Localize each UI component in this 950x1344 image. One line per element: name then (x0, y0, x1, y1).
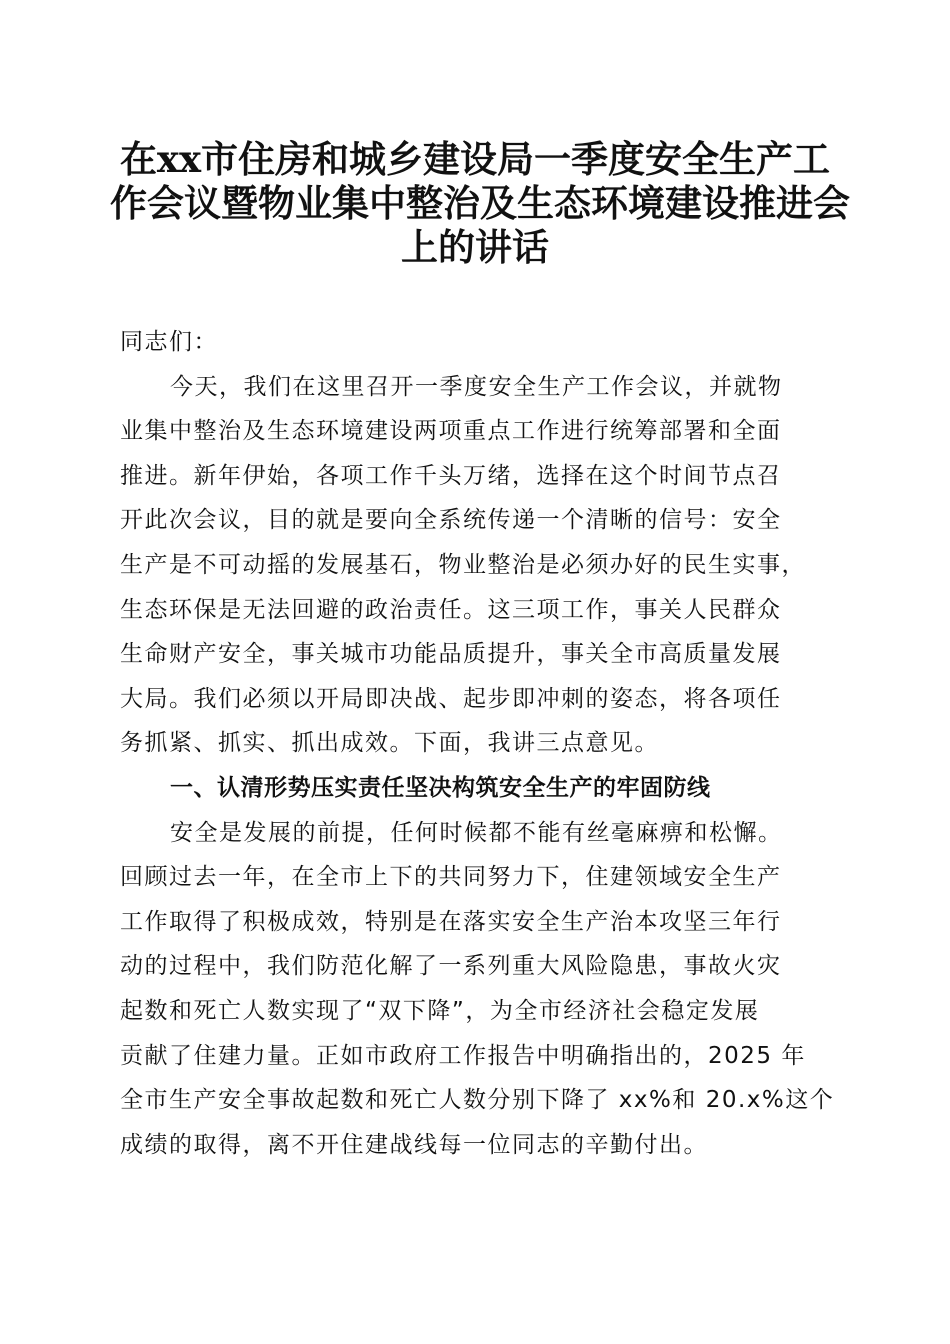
paragraph-line: 成绩的取得，离不开住建战线每一位同志的辛勤付出。 (120, 1131, 708, 1158)
paragraph-line: 生命财产安全，事关城市功能品质提升，事关全市高质量发展 (120, 641, 782, 668)
paragraph-line: 推进。新年伊始，各项工作千头万绪，选择在这个时间节点召 (120, 462, 782, 489)
paragraph-line: 工作取得了积极成效，特别是在落实安全生产治本攻坚三年行 (120, 908, 782, 935)
paragraph-line: 务抓紧、抓实、抓出成效。下面，我讲三点意见。 (120, 730, 659, 757)
paragraph-line: 大局。我们必须以开局即决战、起步即冲刺的姿态，将各项任 (120, 685, 782, 712)
document-title (110, 137, 850, 269)
paragraph-line: 起数和死亡人数实现了“双下降”，为全市经济社会稳定发展 (120, 997, 760, 1024)
paragraph-line: 业集中整治及生态环境建设两项重点工作进行统筹部署和全面 (120, 418, 782, 445)
title-line: 在xx市住房和城乡建设局一季度安全生产工 (119, 137, 831, 181)
paragraph-line: 全市生产安全事故起数和死亡人数分别下降了 xx%和 20.x%这个 (120, 1087, 835, 1114)
paragraph-line: 开此次会议，目的就是要向全系统传递一个清晰的信号：安全 (120, 507, 782, 534)
paragraph-intro (120, 365, 830, 766)
paragraph-line: 今天，我们在这里召开一季度安全生产工作会议，并就物 (170, 373, 783, 400)
title-line: 作会议暨物业集中整治及生态环境建设推进会 (110, 181, 850, 225)
paragraph-line: 生态环保是无法回避的政治责任。这三项工作，事关人民群众 (120, 596, 782, 623)
paragraph-line: 安全是发展的前提，任何时候都不能有丝毫麻痹和松懈。 (170, 819, 783, 846)
paragraph-line: 生产是不可动摇的发展基石，物业整治是必须办好的民生实事， (120, 551, 806, 578)
paragraph-line: 动的过程中，我们防范化解了一系列重大风险隐患，事故火灾 (120, 953, 782, 980)
paragraph-line: 回顾过去一年，在全市上下的共同努力下，住建领域安全生产 (120, 864, 782, 891)
salutation: 同志们： (120, 329, 218, 355)
section-heading: 一、认清形势压实责任坚决构筑安全生产的牢固防线 (170, 774, 711, 801)
paragraph-line: 贡献了住建力量。正如市政府工作报告中明确指出的，2025 年 (120, 1042, 806, 1069)
paragraph-safety (120, 811, 835, 1168)
document-body (120, 320, 835, 1167)
title-line: 上的讲话 (401, 225, 549, 269)
